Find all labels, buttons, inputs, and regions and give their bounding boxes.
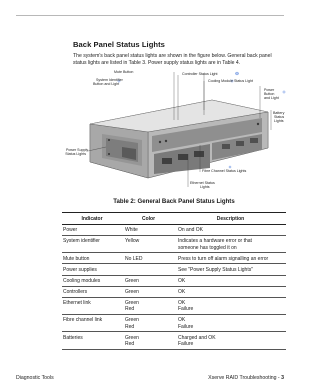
callout-battery: Battery: [273, 111, 285, 115]
description-line: Failure: [178, 340, 194, 347]
cell-color: [122, 264, 175, 275]
cell-description: [175, 315, 286, 332]
cell-color: [122, 286, 175, 297]
cell-description: [175, 253, 286, 264]
description-line: OK: [178, 277, 186, 284]
back-panel-figure: [62, 70, 290, 192]
intro-paragraph: The system's back panel status lights are shown in the figure below. General back panel status lights are listed in Table 3. Power supply status lights are in Table 4.: [73, 53, 272, 66]
cell-description: [175, 225, 286, 236]
description-line: Charged and OK: [178, 334, 216, 341]
table-row: [62, 225, 286, 236]
cell-color: [122, 225, 175, 236]
cell-color: [122, 332, 175, 349]
footer-doc-title: Xserve RAID Troubleshooting -: [208, 375, 282, 381]
description-line: See "Power Supply Status Lights": [178, 266, 253, 273]
color-value: Red: [125, 323, 135, 330]
cell-indicator: Power supplies: [62, 264, 122, 275]
cell-indicator: Cooling modules: [62, 275, 122, 286]
cell-color: [122, 253, 175, 264]
callout-power: Power: [264, 88, 275, 92]
status-lights-table: [62, 212, 286, 350]
cell-description: [175, 332, 286, 349]
description-line: OK: [178, 300, 186, 307]
color-value: Green: [125, 317, 139, 324]
footer-section-name: Diagnostic Tools: [16, 375, 54, 381]
callout-fibre-channel: Fibre Channel Status Lights: [202, 169, 247, 173]
cell-indicator: Power: [62, 225, 122, 236]
header-description: Description: [175, 213, 286, 225]
cell-description: [175, 236, 286, 253]
header-color: Color: [122, 213, 175, 225]
xserve-raid-back-illustration: [62, 70, 290, 192]
table-row: [62, 297, 286, 314]
table-row: [62, 236, 286, 253]
cell-description: [175, 264, 286, 275]
callout-power-supply-2: Status Lights: [65, 152, 86, 156]
table-row: [62, 332, 286, 349]
table-row: [62, 253, 286, 264]
cell-description: [175, 275, 286, 286]
cell-color: [122, 297, 175, 314]
header-indicator: Indicator: [62, 213, 122, 225]
section-heading: Back Panel Status Lights: [73, 40, 165, 49]
table-row: [62, 315, 286, 332]
table-row: [62, 286, 286, 297]
callout-cooling-module: Cooling Module Status Light: [208, 79, 253, 83]
callout-battery-2: Status: [274, 115, 285, 119]
callout-controller-status: Controller Status Light: [182, 72, 218, 76]
cell-color: [122, 275, 175, 286]
cell-color: [122, 315, 175, 332]
color-value: Green: [125, 288, 139, 295]
table-row: [62, 275, 286, 286]
cell-indicator: Controllers: [62, 286, 122, 297]
callout-system-identifier-2: Button and Light: [93, 82, 120, 86]
description-line: Press to turn off alarm signalling an error: [178, 255, 269, 262]
callout-power-3: and Light: [264, 96, 279, 100]
cell-indicator: Batteries: [62, 332, 122, 349]
footer-page-number: 3: [281, 375, 284, 381]
description-line: On and OK: [178, 227, 204, 234]
callout-ethernet-2: Lights: [200, 185, 210, 189]
cell-description: [175, 286, 286, 297]
cell-description: [175, 297, 286, 314]
footer-page-label: [208, 375, 284, 381]
cell-indicator: System identifier: [62, 236, 122, 253]
callout-ethernet: Ethernet Status: [190, 181, 215, 185]
color-value: Green: [125, 300, 139, 307]
description-line: Failure: [178, 323, 194, 330]
color-value: Green: [125, 334, 139, 341]
table-row: [62, 264, 286, 275]
table-header-row: [62, 213, 286, 225]
description-line: someone has toggled it on: [178, 244, 237, 251]
cell-indicator: Ethernet link: [62, 297, 122, 314]
color-value: Red: [125, 340, 135, 347]
callout-battery-3: Lights: [274, 119, 284, 123]
cell-indicator: Mute button: [62, 253, 122, 264]
callout-power-supply: Power Supply: [66, 148, 89, 152]
color-value: No LED: [125, 255, 143, 262]
callout-power-2: Button: [264, 92, 275, 96]
top-rule: [16, 15, 284, 16]
cell-indicator: Fibre channel link: [62, 315, 122, 332]
cell-color: [122, 236, 175, 253]
color-value: White: [125, 227, 138, 234]
table-title: Table 2: General Back Panel Status Lights: [113, 198, 235, 205]
description-line: Failure: [178, 306, 194, 313]
color-value: Yellow: [125, 238, 140, 245]
color-value: Red: [125, 306, 135, 313]
color-value: Green: [125, 277, 139, 284]
description-line: OK: [178, 317, 186, 324]
callout-system-identifier: System Identifier: [96, 78, 123, 82]
callout-mute-button: Mute Button: [114, 70, 134, 74]
description-line: OK: [178, 288, 186, 295]
description-line: Indicates a hardware error or that: [178, 238, 252, 245]
